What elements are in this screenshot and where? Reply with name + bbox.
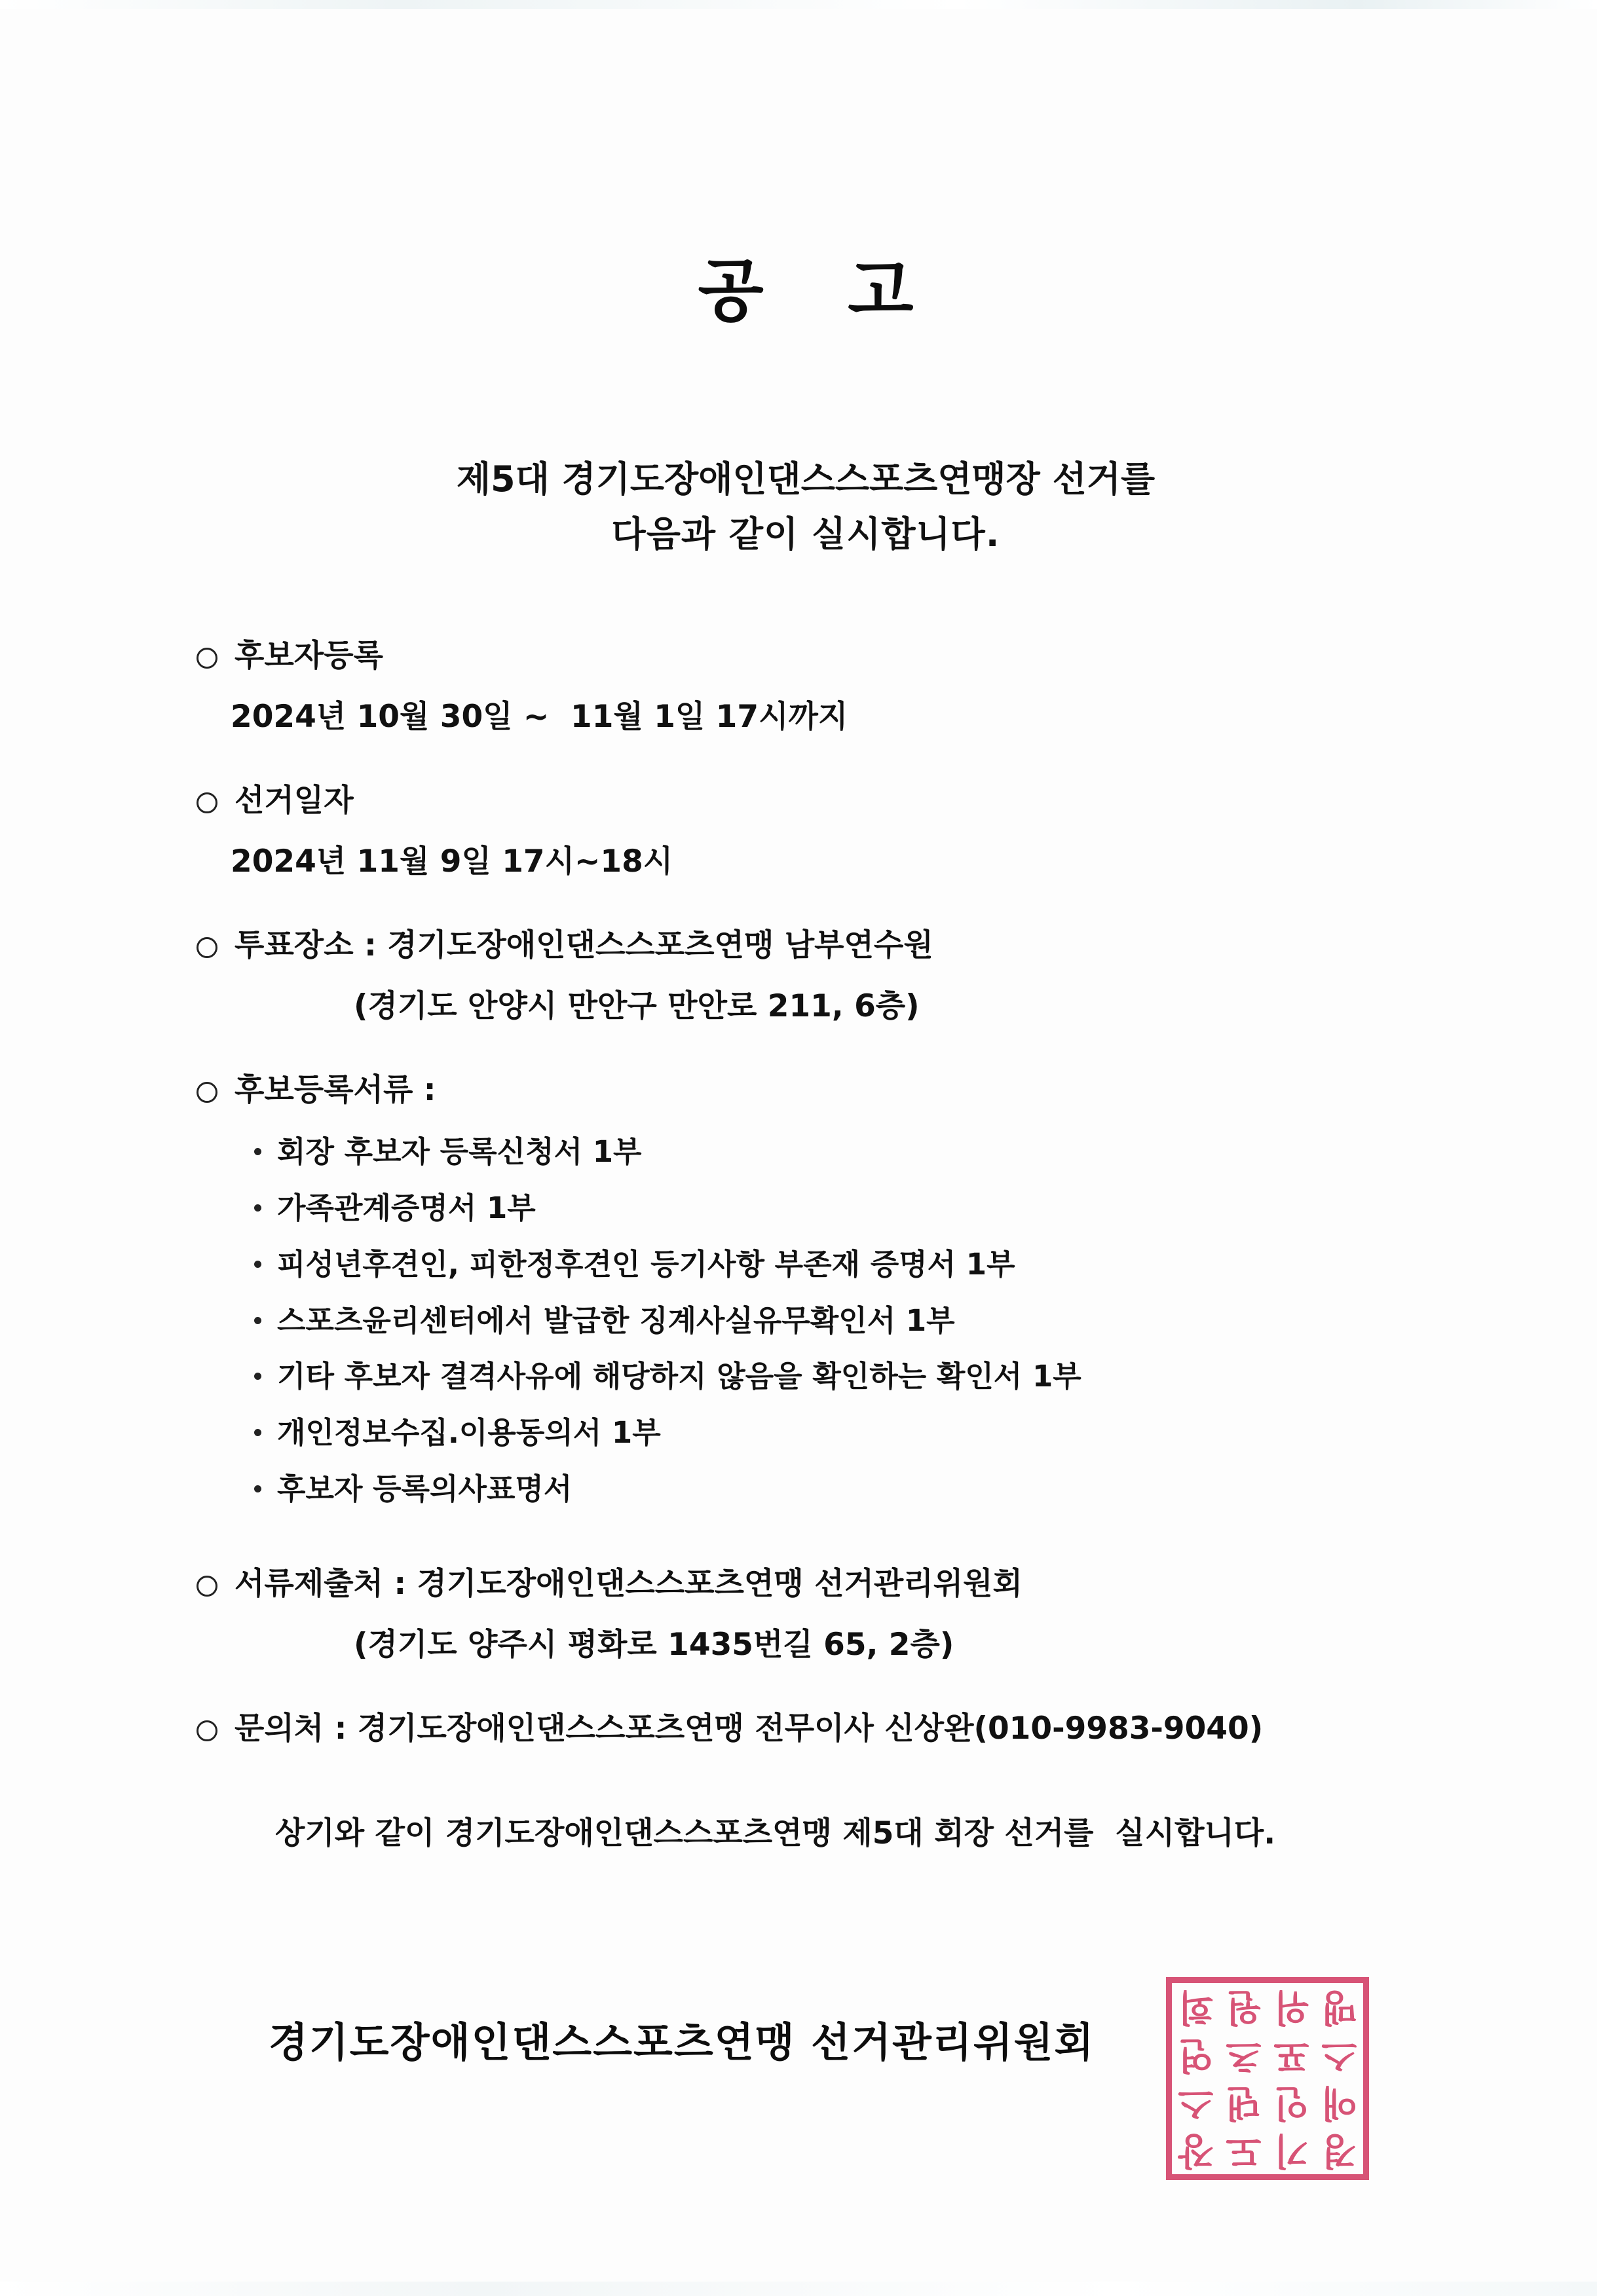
seal-character: 경 (1321, 2129, 1357, 2172)
list-item (254, 1468, 1415, 1510)
dot-bullet-icon (254, 1485, 261, 1492)
list-item-label: 회장 후보자 등록신청서 1부 (277, 1134, 642, 1169)
document-content (197, 0, 1415, 2172)
dot-bullet-icon (254, 1148, 261, 1155)
sections-list (197, 633, 1415, 1752)
page-title: 공 고 (698, 251, 944, 331)
circle-bullet-icon (197, 1720, 217, 1741)
section-detail-address: (경기도 안양시 만안구 만안로 211, 6층) (354, 988, 920, 1024)
circle-bullet-icon (197, 1576, 217, 1597)
document-subtitle (197, 452, 1415, 561)
list-item-label: 기타 후보자 결격사유에 해당하지 않음을 확인하는 확인서 1부 (277, 1359, 1081, 1394)
section-heading (197, 1561, 1415, 1608)
closing-statement: 상기와 같이 경기도장애인댄스스포츠연맹 제5대 회장 선거를 실시합니다. (275, 1815, 1276, 1851)
seal-character: 원 (1226, 1986, 1262, 2029)
section-required-documents (197, 1067, 1415, 1510)
dot-bullet-icon (254, 1261, 261, 1268)
seal-character: 츠 (1226, 2033, 1262, 2077)
seal-character: 스 (1178, 2081, 1214, 2124)
required-documents-list (254, 1131, 1415, 1510)
scan-edge-bottom (0, 2282, 1597, 2296)
section-heading (197, 633, 1415, 680)
section-detail: 2024년 11월 9일 17시~18시 (231, 843, 673, 880)
seal-character: 포 (1273, 2033, 1309, 2077)
dot-bullet-icon (254, 1429, 261, 1436)
seal-character: 회 (1178, 1986, 1214, 2029)
seal-character: 연 (1178, 2033, 1214, 2077)
section-heading (197, 1067, 1415, 1114)
list-item (254, 1244, 1415, 1286)
signature-organization: 경기도장애인댄스스포츠연맹 선거관리위원회 (269, 2018, 1095, 2066)
seal-character: 위 (1273, 1986, 1309, 2029)
section-contact (197, 1706, 1415, 1752)
section-heading (197, 923, 1415, 969)
seal-characters (1172, 1983, 1363, 2174)
seal-character: 스 (1321, 2033, 1357, 2077)
section-detail: 2024년 10월 30일 ~ 11월 1일 17시까지 (231, 698, 848, 735)
list-item-label: 개인정보수집.이용동의서 1부 (277, 1415, 661, 1451)
circle-bullet-icon (197, 792, 217, 813)
section-heading-label: 후보등록서류 : (235, 1072, 436, 1109)
dot-bullet-icon (254, 1373, 261, 1380)
list-item (254, 1131, 1415, 1173)
seal-character: 도 (1226, 2129, 1262, 2172)
seal-character: 기 (1273, 2129, 1309, 2172)
circle-bullet-icon (197, 937, 217, 958)
section-submission-office (197, 1561, 1415, 1668)
seal-character: 애 (1321, 2081, 1357, 2124)
circle-bullet-icon (197, 648, 217, 669)
dot-bullet-icon (254, 1317, 261, 1324)
list-item (254, 1300, 1415, 1342)
section-heading-label: 투표장소 : 경기도장애인댄스스포츠연맹 남부연수원 (235, 927, 933, 964)
section-heading-label: 후보자등록 (235, 638, 384, 675)
dot-bullet-icon (254, 1204, 261, 1212)
section-heading (197, 1706, 1415, 1752)
list-item-label: 피성년후견인, 피한정후견인 등기사항 부존재 증명서 1부 (277, 1246, 1015, 1282)
section-candidate-registration (197, 633, 1415, 740)
list-item (254, 1412, 1415, 1454)
list-item-label: 가족관계증명서 1부 (277, 1190, 536, 1225)
subtitle-line-1: 제5대 경기도장애인댄스스포츠연맹장 선거를 (456, 458, 1155, 500)
list-item-label: 후보자 등록의사표명서 (277, 1472, 573, 1507)
subtitle-line-2: 다음과 같이 실시합니다. (611, 513, 1000, 555)
section-heading-label: 문의처 : 경기도장애인댄스스포츠연맹 전무이사 신상완(010-9983-9040) (235, 1711, 1264, 1747)
section-polling-place (197, 923, 1415, 1029)
list-item (254, 1187, 1415, 1229)
section-heading-label: 선거일자 (235, 783, 354, 819)
section-detail-address: (경기도 양주시 평화로 1435번길 65, 2층) (354, 1626, 954, 1663)
seal-character: 맹 (1321, 1986, 1357, 2029)
seal-character: 댄 (1226, 2081, 1262, 2124)
official-seal (1166, 1977, 1369, 2180)
circle-bullet-icon (197, 1082, 217, 1103)
seal-character: 인 (1273, 2081, 1309, 2124)
section-election-date (197, 778, 1415, 885)
list-item-label: 스포츠윤리센터에서 발급한 징계사실유무확인서 1부 (277, 1303, 955, 1338)
section-heading-label: 서류제출처 : 경기도장애인댄스스포츠연맹 선거관리위원회 (235, 1566, 1023, 1602)
list-item (254, 1356, 1415, 1398)
section-heading (197, 778, 1415, 824)
signature-row (197, 1977, 1415, 2172)
seal-character: 장 (1178, 2129, 1214, 2172)
